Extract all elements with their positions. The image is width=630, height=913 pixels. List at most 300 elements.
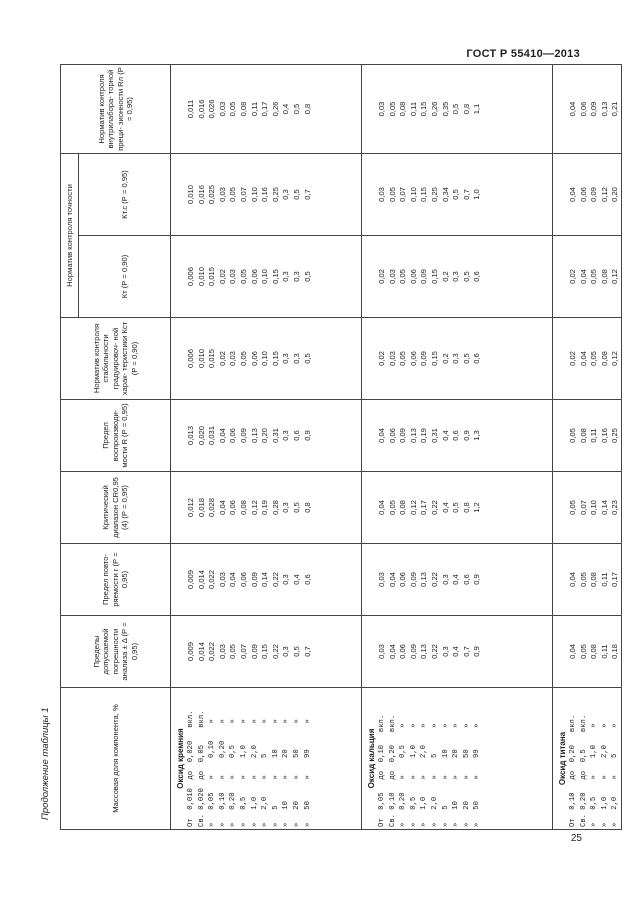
- value-line: 0,02: [377, 269, 386, 284]
- value-line: 0,09: [419, 351, 429, 366]
- value-line: 0,10: [589, 500, 599, 515]
- value-line: 0,3: [281, 271, 291, 282]
- value-line: 0,09: [238, 428, 248, 443]
- value-line: 0,15: [270, 269, 280, 284]
- value-line: 0,05: [228, 644, 238, 659]
- value-line: 0,08: [398, 500, 408, 515]
- spacer: [175, 474, 186, 541]
- value-line: 0,09: [419, 269, 429, 284]
- value-line: 0,7: [461, 189, 471, 200]
- value-line: 0,25: [270, 187, 280, 202]
- range-line: » 0,5 » 1,0 »: [409, 723, 418, 827]
- value-line: 0,08: [599, 269, 609, 284]
- value-line: 0,11: [599, 572, 609, 587]
- spacer: [175, 238, 186, 315]
- value-line: 0,35: [440, 101, 450, 117]
- value-line: 0,14: [599, 500, 609, 515]
- col-header-kt: Кт (Р = 0,90): [79, 236, 171, 318]
- spacer: [366, 546, 377, 613]
- col-header-repeatability: Предел повто- ряемости r (Р = 0,95): [61, 544, 171, 616]
- value-line: 0,04: [387, 644, 397, 659]
- range-line: » 1,0 » 2,0 »: [600, 723, 609, 827]
- value-line: 0,16: [599, 428, 609, 443]
- spacer: [557, 320, 568, 397]
- value-line: 0,09: [249, 644, 259, 659]
- value-line: 0,28: [270, 500, 280, 515]
- value-line: 0,6: [472, 353, 482, 364]
- value-line: 0,09: [408, 644, 418, 659]
- value-line: 0,9: [302, 430, 312, 441]
- range-line: » 0,20 » 0,5 »: [229, 719, 238, 827]
- value-line: 0,03: [217, 572, 227, 587]
- value-line: 0,3: [440, 646, 450, 657]
- value-line: 0,4: [451, 646, 461, 657]
- value-line: 0,3: [281, 574, 291, 585]
- spacer: [175, 618, 186, 685]
- value-line: 0,19: [260, 500, 270, 515]
- value-cell-R: [171, 400, 362, 472]
- value-line: 0,15: [419, 101, 429, 117]
- value-line: 0,009: [186, 570, 195, 590]
- value-line: 0,7: [302, 646, 312, 657]
- value-line: 0,04: [377, 428, 386, 443]
- spacer: [557, 474, 568, 541]
- value-line: 0,014: [196, 642, 206, 662]
- value-line: 0,6: [291, 430, 301, 441]
- spacer: [366, 156, 377, 233]
- value-line: 0,22: [429, 572, 439, 587]
- value-cell-r: [553, 544, 622, 616]
- value-line: 0,7: [461, 646, 471, 657]
- value-line: 0,20: [610, 187, 620, 202]
- value-line: 0,06: [387, 428, 397, 443]
- section-row: [553, 65, 622, 830]
- value-line: 0,08: [398, 101, 408, 117]
- value-line: 0,05: [238, 269, 248, 284]
- value-line: 0,02: [217, 269, 227, 284]
- spacer: [557, 546, 568, 613]
- spacer: [175, 67, 186, 151]
- range-line: » 2,0 » 5 »: [611, 723, 620, 827]
- value-line: 0,15: [429, 351, 439, 366]
- value-line: 0,11: [589, 428, 599, 443]
- value-cell-rl: [362, 65, 553, 154]
- value-line: 0,3: [281, 353, 291, 364]
- value-cell-delta: [171, 616, 362, 688]
- value-line: 0,04: [568, 572, 577, 587]
- value-line: 0,5: [291, 502, 301, 513]
- range-line: От 0,10 до 0,20 вкл.: [569, 714, 577, 827]
- value-line: 0,09: [398, 428, 408, 443]
- value-line: 0,03: [377, 644, 386, 659]
- spacer: [557, 402, 568, 469]
- value-line: 0,19: [419, 428, 429, 443]
- value-line: 0,2: [440, 353, 450, 364]
- range-line: » 2,0 » 5 »: [430, 723, 439, 827]
- col-header-critical-range: Критический диапазон CR0,95 (4) (Р = 0,95): [61, 472, 171, 544]
- spacer: [366, 67, 377, 151]
- spacer: [557, 156, 568, 233]
- value-line: 0,3: [281, 189, 291, 200]
- value-line: 0,06: [249, 351, 259, 366]
- spacer: [366, 474, 377, 541]
- value-line: 0,17: [419, 500, 429, 515]
- value-cell-rl: [553, 65, 622, 154]
- value-line: 0,05: [568, 500, 577, 515]
- value-line: 0,12: [408, 500, 418, 515]
- spacer: [175, 546, 186, 613]
- value-line: 1,0: [472, 189, 482, 200]
- value-line: 0,022: [207, 642, 217, 662]
- range-line: » 0,20 » 0,5 »: [399, 723, 408, 827]
- value-line: 0,12: [249, 500, 259, 515]
- value-line: 0,22: [429, 500, 439, 515]
- value-line: 0,14: [260, 572, 270, 587]
- range-line: » 20 » 50 »: [292, 719, 301, 827]
- value-line: 0,07: [238, 644, 248, 659]
- value-line: 0,5: [451, 502, 461, 513]
- value-cell-cr: [362, 472, 553, 544]
- value-line: 0,31: [270, 428, 280, 443]
- range-line: От 0,05 до 0,10 вкл.: [378, 714, 386, 827]
- value-line: 0,05: [387, 187, 397, 202]
- value-line: 0,12: [610, 269, 620, 284]
- value-line: 0,04: [568, 187, 577, 202]
- spacer: [366, 618, 377, 685]
- value-line: 0,015: [207, 267, 217, 287]
- value-line: 0,08: [599, 351, 609, 366]
- col-header-delta: Пределы допускаемой погрешности анализа ± Δ (Р = 0,95): [61, 616, 171, 688]
- value-line: 0,04: [568, 644, 577, 659]
- value-cell-R: [553, 400, 622, 472]
- range-line: » 2,0 » 5 »: [261, 719, 270, 827]
- range-line: » 0,5 » 1,0 »: [239, 719, 248, 827]
- value-line: 0,34: [440, 187, 450, 202]
- value-line: 0,10: [249, 187, 259, 202]
- value-line: 0,05: [228, 101, 238, 117]
- section-row: [171, 65, 362, 830]
- value-line: 0,26: [429, 101, 439, 117]
- value-line: 0,3: [291, 353, 301, 364]
- value-line: 0,016: [196, 185, 206, 205]
- range-line: » 10 » 20 »: [452, 723, 461, 827]
- value-cell-r: [362, 544, 553, 616]
- value-line: 0,20: [260, 428, 270, 443]
- value-line: 0,22: [270, 644, 280, 659]
- value-line: 0,04: [387, 572, 397, 587]
- value-cell-kts: [553, 154, 622, 236]
- value-line: 0,03: [228, 269, 238, 284]
- value-line: 0,3: [291, 271, 301, 282]
- value-line: 0,08: [589, 644, 599, 659]
- value-line: 0,25: [429, 187, 439, 202]
- value-line: 0,014: [196, 570, 206, 590]
- value-line: 0,04: [377, 500, 386, 515]
- value-line: 0,15: [260, 644, 270, 659]
- value-line: 0,06: [578, 187, 588, 202]
- value-cell-kst: [171, 318, 362, 400]
- value-cell-delta: [362, 616, 553, 688]
- range-line: » 50 » 99 »: [473, 723, 482, 827]
- value-line: 0,22: [429, 644, 439, 659]
- spacer: [366, 320, 377, 397]
- value-line: 0,08: [578, 428, 588, 443]
- value-line: 0,2: [440, 271, 450, 282]
- value-cell-kst: [553, 318, 622, 400]
- spacer: [175, 402, 186, 469]
- value-line: 0,16: [260, 187, 270, 202]
- value-line: 0,010: [196, 349, 206, 369]
- value-line: 0,006: [186, 267, 195, 287]
- value-cell-kts: [362, 154, 553, 236]
- range-line: Св. 0,10 до 0,20 вкл.: [388, 714, 397, 827]
- value-line: 0,4: [440, 502, 450, 513]
- spacer: [557, 67, 568, 151]
- range-line: » 1,0 » 2,0 »: [420, 723, 429, 827]
- value-line: 1,2: [472, 502, 482, 513]
- value-line: 0,05: [578, 572, 588, 587]
- value-line: 0,06: [238, 572, 248, 587]
- value-line: 0,016: [196, 99, 206, 119]
- value-line: 0,018: [196, 498, 206, 518]
- value-line: 0,6: [472, 271, 482, 282]
- value-line: 0,05: [578, 644, 588, 659]
- value-line: 0,10: [260, 269, 270, 284]
- value-line: 0,05: [238, 351, 248, 366]
- value-line: 0,06: [398, 644, 408, 659]
- spacer: [557, 238, 568, 315]
- value-line: 0,09: [589, 101, 599, 117]
- value-line: 0,31: [429, 428, 439, 443]
- value-cell-rl: [171, 65, 362, 154]
- continuation-caption: Продолжение таблицы 1: [40, 707, 51, 820]
- value-line: 0,05: [568, 428, 577, 443]
- value-line: 0,9: [472, 574, 482, 585]
- spacer: [557, 618, 568, 685]
- section-title: Оксид титана: [558, 731, 567, 786]
- col-header-accuracy-group: Норматив контроля точности: [61, 154, 79, 318]
- value-line: 0,020: [196, 426, 206, 446]
- value-line: 0,10: [260, 351, 270, 366]
- value-line: 0,05: [228, 187, 238, 202]
- range-line: » 1,0 » 2,0 »: [250, 719, 259, 827]
- value-line: 0,013: [186, 426, 195, 446]
- value-line: 0,08: [238, 500, 248, 515]
- value-line: 0,8: [461, 502, 471, 513]
- value-line: 0,07: [398, 187, 408, 202]
- value-line: 0,02: [217, 351, 227, 366]
- range-line: » 0,10 » 0,20 »: [218, 719, 227, 827]
- value-line: 0,022: [207, 570, 217, 590]
- value-line: 0,010: [186, 185, 195, 205]
- value-line: 0,13: [599, 101, 609, 117]
- value-line: 0,9: [461, 430, 471, 441]
- value-line: 0,02: [568, 351, 577, 366]
- value-line: 0,5: [461, 353, 471, 364]
- value-line: 0,17: [260, 101, 270, 117]
- value-line: 0,04: [217, 500, 227, 515]
- value-line: 0,05: [589, 269, 599, 284]
- value-line: 0,6: [451, 430, 461, 441]
- value-line: 0,012: [186, 498, 195, 518]
- spacer: [175, 156, 186, 233]
- value-line: 0,04: [578, 351, 588, 366]
- value-line: 0,010: [196, 267, 206, 287]
- value-cell-kt: [553, 236, 622, 318]
- value-line: 0,06: [398, 572, 408, 587]
- value-line: 0,06: [408, 269, 418, 284]
- value-line: 0,06: [249, 269, 259, 284]
- value-line: 0,6: [302, 574, 312, 585]
- value-line: 0,03: [228, 351, 238, 366]
- value-cell-kst: [362, 318, 553, 400]
- value-line: 0,5: [291, 189, 301, 200]
- standard-number: ГОСТ Р 55410—2013: [466, 48, 580, 60]
- value-line: 0,13: [408, 428, 418, 443]
- spacer: [366, 238, 377, 315]
- value-line: 0,04: [568, 101, 577, 117]
- value-line: 0,13: [419, 572, 429, 587]
- value-line: 0,3: [281, 430, 291, 441]
- value-line: 0,03: [377, 572, 386, 587]
- range-line: » 5 » 10 »: [271, 719, 280, 827]
- spacer: [175, 320, 186, 397]
- value-line: 0,04: [578, 269, 588, 284]
- value-line: 0,12: [599, 187, 609, 202]
- value-line: 0,8: [461, 103, 471, 115]
- value-line: 0,09: [249, 572, 259, 587]
- value-line: 0,06: [228, 428, 238, 443]
- range-line: » 10 » 20 »: [282, 719, 291, 827]
- section-title: Оксид кальция: [367, 728, 376, 789]
- value-line: 0,15: [270, 351, 280, 366]
- value-line: 0,11: [599, 644, 609, 659]
- value-line: 0,03: [387, 351, 397, 366]
- value-line: 0,8: [302, 103, 312, 115]
- value-line: 0,05: [589, 351, 599, 366]
- value-line: 0,05: [398, 269, 408, 284]
- value-line: 0,12: [610, 351, 620, 366]
- value-line: 0,031: [207, 426, 217, 446]
- value-line: 0,02: [568, 269, 577, 284]
- value-line: 0,6: [461, 574, 471, 585]
- value-line: 0,07: [238, 187, 248, 202]
- value-line: 0,3: [281, 502, 291, 513]
- value-line: 0,011: [186, 99, 195, 119]
- value-line: 0,11: [408, 101, 418, 117]
- value-line: 0,009: [186, 642, 195, 662]
- value-cell-kt: [362, 236, 553, 318]
- range-line: От 0,010 до 0,020 вкл.: [187, 710, 195, 827]
- value-line: 0,5: [302, 271, 312, 282]
- value-line: 0,07: [578, 500, 588, 515]
- range-cell: [553, 688, 622, 830]
- value-line: 0,028: [207, 498, 217, 518]
- value-line: 0,4: [291, 574, 301, 585]
- value-line: 0,25: [610, 428, 620, 443]
- value-line: 0,03: [217, 101, 227, 117]
- range-line: » 5 » 10 »: [441, 723, 450, 827]
- value-cell-cr: [171, 472, 362, 544]
- value-line: 0,3: [281, 646, 291, 657]
- value-line: 0,09: [408, 572, 418, 587]
- value-line: 0,7: [302, 189, 312, 200]
- value-line: 0,05: [387, 101, 397, 117]
- value-cell-delta: [553, 616, 622, 688]
- value-line: 0,3: [451, 353, 461, 364]
- range-line: » 0,5 » 1,0 »: [590, 723, 599, 827]
- value-line: 0,9: [472, 646, 482, 657]
- rotated-table-wrapper: [60, 65, 620, 830]
- value-line: 0,5: [302, 353, 312, 364]
- page-number: 25: [570, 833, 582, 844]
- value-line: 1,3: [472, 430, 482, 441]
- value-line: 0,04: [228, 572, 238, 587]
- value-line: 0,09: [589, 187, 599, 202]
- value-line: 0,08: [238, 101, 248, 117]
- value-line: 0,05: [387, 500, 397, 515]
- value-line: 0,06: [228, 500, 238, 515]
- value-line: 0,15: [419, 187, 429, 202]
- range-cell: [171, 688, 362, 830]
- value-line: 0,015: [207, 349, 217, 369]
- value-cell-kt: [171, 236, 362, 318]
- value-line: 0,03: [217, 644, 227, 659]
- value-line: 0,13: [419, 644, 429, 659]
- value-cell-cr: [553, 472, 622, 544]
- value-line: 0,5: [451, 189, 461, 200]
- value-line: 0,10: [408, 187, 418, 202]
- value-line: 0,21: [610, 101, 620, 117]
- range-line: Св. 0,20 до 0,5 вкл.: [579, 714, 588, 827]
- value-line: 0,17: [610, 572, 620, 587]
- value-line: 0,03: [377, 187, 386, 202]
- section-title: Оксид кремния: [176, 728, 185, 789]
- col-header-reproducibility: Предел воспроизводи- мости R (Р = 0,95): [61, 400, 171, 472]
- value-line: 0,11: [249, 101, 259, 117]
- value-line: 1,1: [472, 103, 482, 115]
- value-line: 0,08: [589, 572, 599, 587]
- col-header-intralab: Норматив контроля внутрилабора- торной преци- зионности Rл (Р = 0,95): [61, 65, 171, 154]
- value-cell-r: [171, 544, 362, 616]
- value-line: 0,02: [377, 351, 386, 366]
- value-line: 0,4: [281, 103, 291, 115]
- value-line: 0,3: [440, 574, 450, 585]
- value-line: 0,3: [451, 271, 461, 282]
- range-line: » 50 » 99 »: [303, 719, 312, 827]
- value-line: 0,06: [578, 101, 588, 117]
- value-line: 0,03: [387, 269, 397, 284]
- value-line: 0,03: [377, 101, 386, 117]
- range-line: Св. 0,020 до 0,05 вкл.: [197, 710, 206, 827]
- value-line: 0,025: [207, 185, 217, 205]
- value-line: 0,05: [398, 351, 408, 366]
- value-line: 0,13: [249, 428, 259, 443]
- value-line: 0,18: [610, 644, 620, 659]
- value-line: 0,15: [429, 269, 439, 284]
- col-header-stability: Норматив контроля стабильности градуировоч- ной харак- теристики Кст (Р = 0,90): [61, 318, 171, 400]
- section-row: [362, 65, 553, 830]
- value-line: 0,026: [207, 99, 217, 119]
- value-line: 0,03: [217, 187, 227, 202]
- value-line: 0,26: [270, 101, 280, 117]
- value-line: 0,23: [610, 500, 620, 515]
- value-cell-R: [362, 400, 553, 472]
- col-header-mass-fraction: Массовая доля компонента, %: [61, 688, 171, 830]
- table-body: [171, 65, 622, 830]
- value-line: 0,8: [302, 502, 312, 513]
- range-line: » 0,05 » 0,10 »: [208, 719, 217, 827]
